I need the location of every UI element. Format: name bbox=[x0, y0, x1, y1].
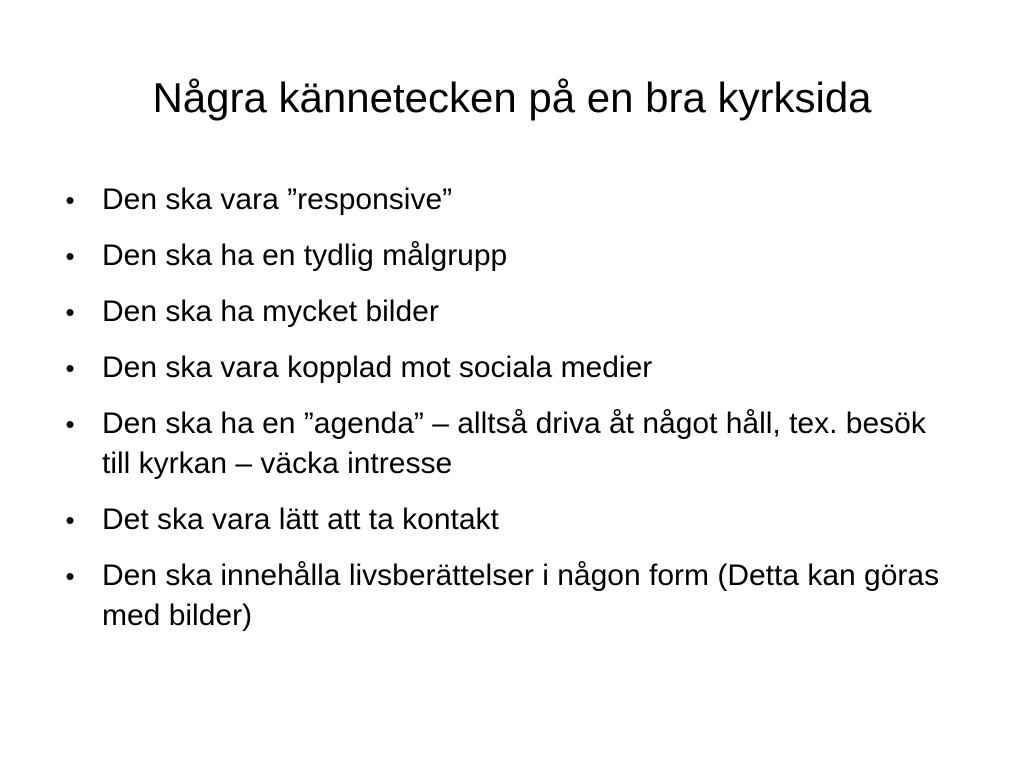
bullet-icon: • bbox=[65, 353, 75, 383]
bullet-text: Den ska vara kopplad mot sociala medier bbox=[102, 351, 653, 384]
bullet-icon: • bbox=[65, 409, 75, 439]
bullet-icon: • bbox=[65, 241, 75, 271]
bullet-item bbox=[60, 556, 940, 636]
bullet-icon: • bbox=[65, 185, 75, 215]
bullet-icon: • bbox=[65, 297, 75, 327]
bullet-item bbox=[60, 500, 940, 540]
bullet-item bbox=[60, 292, 940, 332]
bullet-icon: • bbox=[65, 505, 75, 535]
bullet-text: Den ska ha mycket bilder bbox=[102, 295, 439, 328]
bullet-text: Den ska vara ”responsive” bbox=[102, 183, 453, 216]
bullet-item bbox=[60, 236, 940, 276]
bullet-text: Den ska ha en tydlig målgrupp bbox=[102, 239, 508, 272]
bullet-item bbox=[60, 404, 940, 484]
slide-title: Några kännetecken på en bra kyrksida bbox=[152, 74, 872, 121]
bullet-text: Den ska ha en ”agenda” – alltså driva åt något håll, tex. besök till kyrkan – väcka intresse bbox=[102, 407, 926, 480]
bullet-item bbox=[60, 348, 940, 388]
bullet-icon: • bbox=[65, 561, 75, 591]
bullet-text: Den ska innehålla livsberättelser i någon form (Detta kan göras med bilder) bbox=[102, 559, 940, 632]
bullet-item bbox=[60, 180, 940, 220]
bullet-list bbox=[60, 180, 940, 652]
bullet-text: Det ska vara lätt att ta kontakt bbox=[102, 503, 499, 536]
